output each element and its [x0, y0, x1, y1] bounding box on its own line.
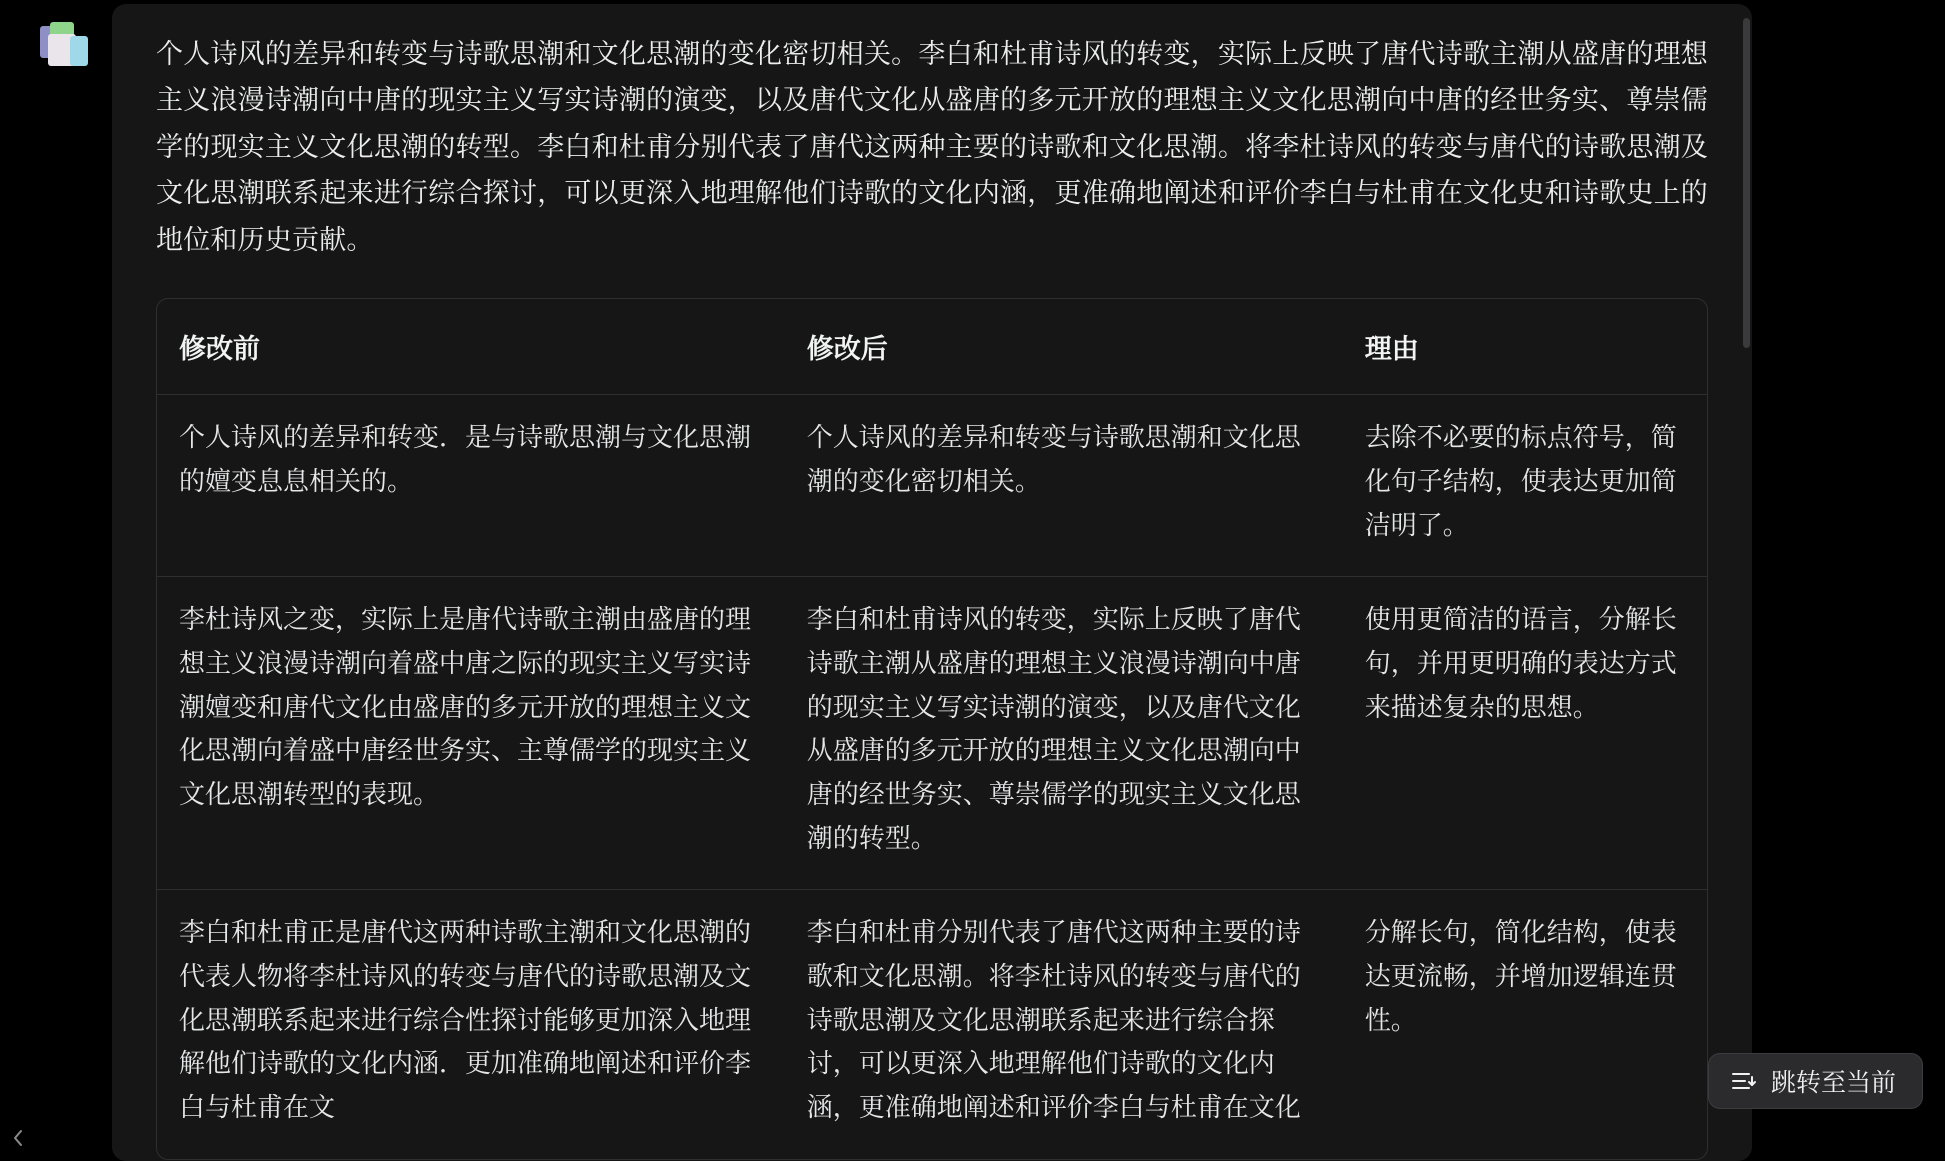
jump-to-current-button[interactable]	[1708, 1053, 1923, 1109]
app-logo-icon[interactable]	[40, 22, 92, 72]
left-rail	[0, 0, 112, 1161]
cell-after: 李白和杜甫分别代表了唐代这两种主要的诗歌和文化思潮。将李杜诗风的转变与唐代的诗歌思潮及文化思潮联系起来进行综合探讨，可以更深入地理解他们诗歌的文化内涵，更准确地阐述和评价李白与杜甫在文化	[806, 918, 1301, 1123]
document-content	[112, 4, 1752, 1160]
cell-after: 李白和杜甫诗风的转变，实际上反映了唐代诗歌主潮从盛唐的理想主义浪漫诗潮向中唐的现实主义写实诗潮的演变，以及唐代文化从盛唐的多元开放的理想主义文化思潮向中唐的经世务实、尊崇儒学的现实主义文化思潮的转型。	[785, 577, 1343, 890]
jump-to-current-icon	[1731, 1070, 1757, 1092]
cell-before: 李白和杜甫正是唐代这两种诗歌主潮和文化思潮的代表人物将李杜诗风的转变与唐代的诗歌思潮及文化思潮联系起来进行综合性探讨能够更加深入地理解他们诗歌的文化内涵．更加准确地阐述和评价李白与杜甫在文	[179, 918, 752, 1123]
cell-reason: 使用更简洁的语言，分解长句，并用更明确的表达方式来描述复杂的思想。	[1343, 577, 1707, 890]
table-header-row	[157, 299, 1707, 395]
cell-after: 个人诗风的差异和转变与诗歌思潮和文化思潮的变化密切相关。	[785, 395, 1343, 577]
cell-reason: 分解长句，简化结构，使表达更流畅，并增加逻辑连贯性。	[1364, 918, 1677, 1036]
scroll-left-icon[interactable]	[8, 1127, 30, 1149]
table-row	[157, 890, 1707, 1159]
column-header-after: 修改后	[785, 299, 1343, 395]
column-header-before: 修改前	[157, 299, 785, 395]
table-row	[157, 395, 1707, 577]
document-panel	[112, 4, 1752, 1161]
vertical-scrollbar[interactable]	[1743, 8, 1750, 1161]
column-header-reason: 理由	[1343, 299, 1707, 395]
jump-to-current-label: 跳转至当前	[1770, 1068, 1896, 1097]
logo-square-blue	[70, 36, 88, 66]
cell-before: 李杜诗风之变，实际上是唐代诗歌主潮由盛唐的理想主义浪漫诗潮向着盛中唐之际的现实主义写实诗潮嬗变和唐代文化由盛唐的多元开放的理想主义文化思潮向着盛中唐经世务实、主尊儒学的现实主义文化思潮转型的表现。	[157, 577, 785, 890]
intro-paragraph: 个人诗风的差异和转变与诗歌思潮和文化思潮的变化密切相关。李白和杜甫诗风的转变，实际上反映了唐代诗歌主潮从盛唐的理想主义浪漫诗潮向中唐的现实主义写实诗潮的演变，以及唐代文化从盛唐的多元开放的理想主义文化思潮向中唐的经世务实、尊崇儒学的现实主义文化思潮的转型。李白和杜甫分别代表了唐代这两种主要的诗歌和文化思潮。将李杜诗风的转变与唐代的诗歌思潮及文化思潮联系起来进行综合探讨，可以更深入地理解他们诗歌的文化内涵，更准确地阐述和评价李白与杜甫在文化史和诗歌史上的地位和历史贡献。	[156, 39, 1708, 256]
revision-table	[156, 298, 1708, 1159]
cell-reason: 去除不必要的标点符号，简化句子结构，使表达更加简洁明了。	[1343, 395, 1707, 577]
table-row	[157, 577, 1707, 890]
cell-before: 个人诗风的差异和转变．是与诗歌思潮与文化思潮的嬗变息息相关的。	[157, 395, 785, 577]
scrollbar-thumb[interactable]	[1743, 18, 1750, 348]
